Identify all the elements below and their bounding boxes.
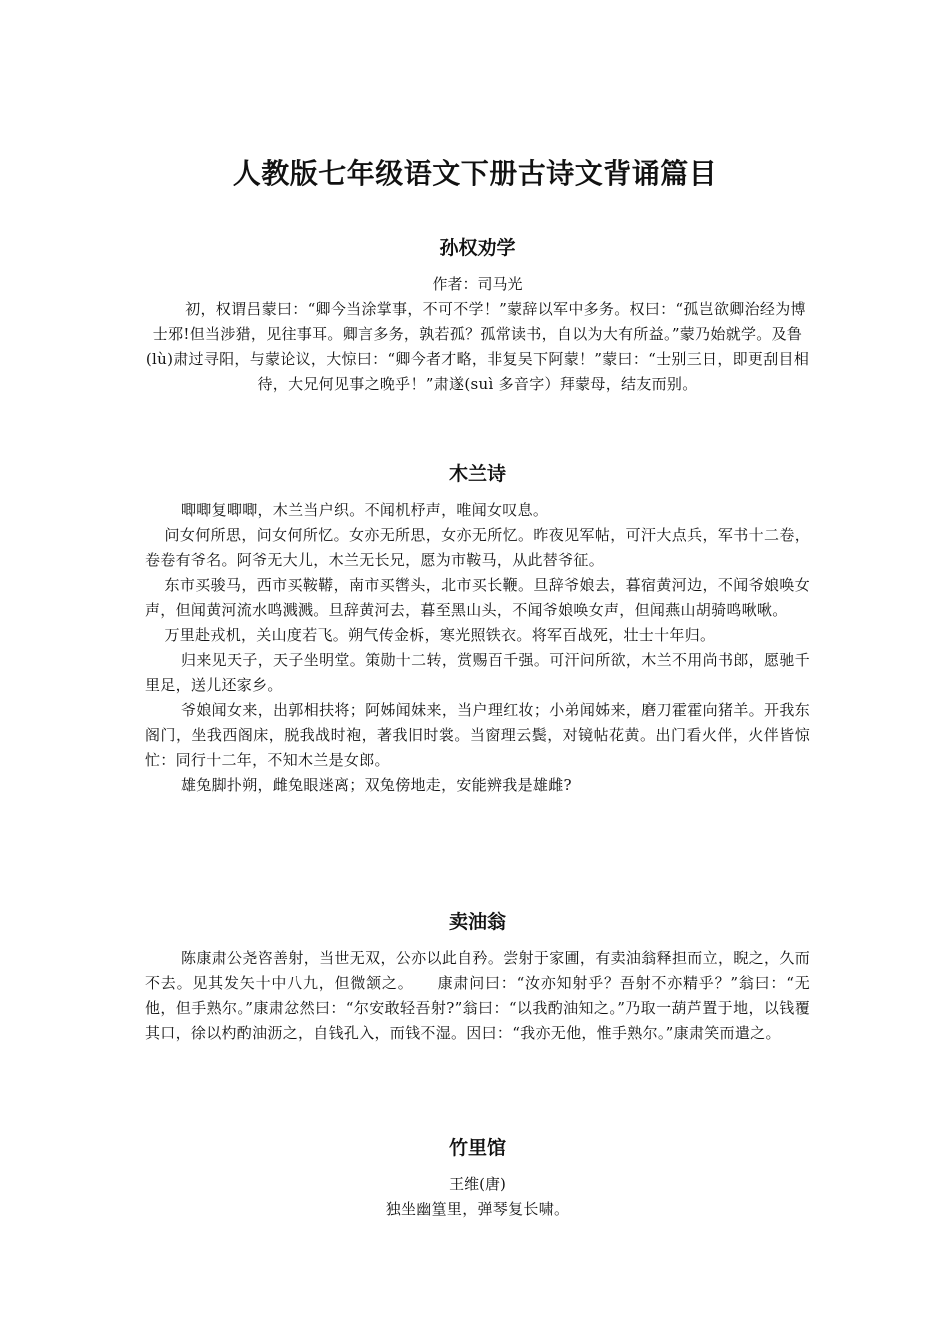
section-heading: 竹里馆 [448, 1137, 506, 1159]
document-title: 人教版七年级语文下册古诗文背诵篇目 [232, 157, 718, 190]
section-paragraph: 唧唧复唧唧，木兰当户织。不闻机杼声，唯闻女叹息。 [181, 501, 549, 519]
section-heading: 孙权劝学 [439, 237, 516, 259]
section-maiyouweng [145, 908, 810, 1046]
section-paragraph: 东市买骏马，西市买鞍鞯，南市买辔头，北市买长鞭。旦辞爷娘去，暮宿黄河边，不闻爷娘唤女声，但闻黄河流水鸣溅溅。旦辞黄河去，暮至黑山头，不闻爷娘唤女声，但闻燕山胡骑鸣啾啾。 [145, 576, 810, 619]
section-author: 作者：司马光 [432, 275, 523, 293]
section-sunquan-quanxue [145, 234, 810, 397]
section-paragraph: 初，权谓吕蒙曰：“卿今当涂掌事，不可不学！”蒙辞以军中多务。权曰：“孤岂欲卿治经为博士邪!但当涉猎，见往事耳。卿言多务，孰若孤？孤常读书，自以为大有所益。”蒙乃始就学。及鲁(lù)肃过寻阳，与蒙论议，大惊曰：“卿今者才略，非复吴下阿蒙！”蒙曰：“士别三日，即更刮目相待，大兄何见事之晚乎！”肃遂(suì 多音字）拜蒙母，结友而别。 [145, 300, 810, 393]
section-paragraph: 万里赴戎机，关山度若飞。朔气传金柝，寒光照铁衣。将军百战死，壮士十年归。 [164, 626, 716, 644]
section-zhuliguan [145, 1134, 810, 1222]
section-paragraph: 陈康肃公尧咨善射，当世无双，公亦以此自矜。尝射于家圃，有卖油翁释担而立，睨之，久而不去。见其发矢十中八九，但微颔之。 康肃问曰：“汝亦知射乎？吾射不亦精乎？”翁曰：“无他，但手熟尔。”康肃忿然曰：“尔安敢轻吾射?”翁曰：“以我酌油知之。”乃取一葫芦置于地，以钱覆其口，徐以杓酌油沥之，自钱孔入，而钱不湿。因曰：“我亦无他，惟手熟尔。”康肃笑而遣之。 [145, 949, 810, 1042]
section-paragraph: 独坐幽篁里，弹琴复长啸。 [385, 1200, 570, 1218]
section-heading: 卖油翁 [448, 911, 506, 933]
section-paragraph: 归来见天子，天子坐明堂。策勋十二转，赏赐百千强。可汗问所欲，木兰不用尚书郎，愿驰千里足，送儿还家乡。 [145, 651, 810, 694]
section-mulan-shi [145, 460, 810, 798]
section-heading: 木兰诗 [448, 463, 506, 485]
section-paragraph: 雄兔脚扑朔，雌兔眼迷离；双兔傍地走，安能辨我是雄雌? [181, 776, 572, 794]
section-paragraph: 爷娘闻女来，出郭相扶将；阿姊闻妹来，当户理红妆；小弟闻姊来，磨刀霍霍向猪羊。开我东阁门，坐我西阁床，脱我战时袍，著我旧时裳。当窗理云鬓，对镜帖花黄。出门看火伴，火伴皆惊忙：同行十二年，不知木兰是女郎。 [145, 701, 810, 769]
section-paragraph: 问女何所思，问女何所忆。女亦无所思，女亦无所忆。昨夜见军帖，可汗大点兵，军书十二卷，卷卷有爷名。阿爷无大儿，木兰无长兄，愿为市鞍马，从此替爷征。 [145, 526, 810, 569]
section-author: 王维(唐) [449, 1175, 506, 1193]
